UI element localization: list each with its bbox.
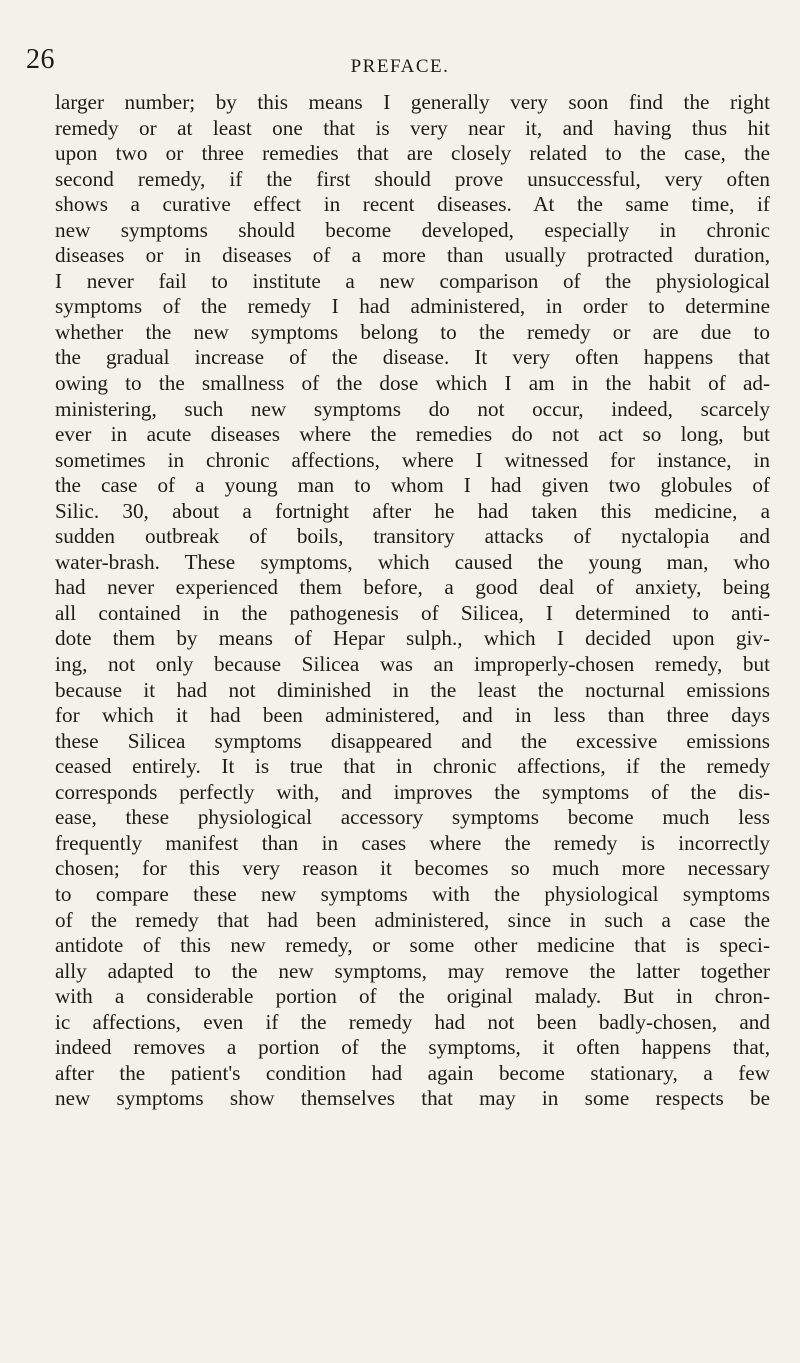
text-line: indeed removes a portion of the symptoms, it often happens that, xyxy=(55,1035,770,1060)
text-line: ing, not only because Silicea was an improperly-chosen remedy, but xyxy=(55,652,770,677)
text-line: diseases or in diseases of a more than usually protracted duration, xyxy=(55,243,770,268)
text-line: all contained in the pathogenesis of Silicea, I determined to anti- xyxy=(55,600,770,625)
text-line: with a considerable portion of the original malady. But in chron- xyxy=(55,984,770,1009)
page-number: 26 xyxy=(26,44,55,75)
text-line: remedy or at least one that is very near it, and having thus hit xyxy=(55,115,770,140)
text-line: these Silicea symptoms disappeared and the excessive emissions xyxy=(55,728,770,753)
text-line: the case of a young man to whom I had given two globules of xyxy=(55,473,770,498)
text-line: whether the new symptoms belong to the remedy or are due to xyxy=(55,319,770,344)
text-line: symptoms of the remedy I had administered, in order to determine xyxy=(55,294,770,319)
text-line: ministering, such new symptoms do not occur, indeed, scarcely xyxy=(55,396,770,421)
text-line: Silic. 30, about a fortnight after he had taken this medicine, a xyxy=(55,498,770,523)
text-line: to compare these new symptoms with the physiological symptoms xyxy=(55,881,770,906)
text-line: had never experienced them before, a good deal of anxiety, being xyxy=(55,575,770,600)
text-line: new symptoms show themselves that may in some respects be xyxy=(55,1086,770,1111)
text-line: of the remedy that had been administered, since in such a case the xyxy=(55,907,770,932)
text-line: ic affections, even if the remedy had not been badly-chosen, and xyxy=(55,1009,770,1034)
text-line: larger number; by this means I generally very soon find the right xyxy=(55,90,770,114)
text-line: water-brash. These symptoms, which caused the young man, who xyxy=(55,549,770,574)
page-header xyxy=(0,44,800,84)
text-line: antidote of this new remedy, or some other medicine that is speci- xyxy=(55,933,770,958)
text-line: because it had not diminished in the least the nocturnal emissions xyxy=(55,677,770,702)
text-line: sudden outbreak of boils, transitory attacks of nyctalopia and xyxy=(55,524,770,549)
text-line: sometimes in chronic affections, where I witnessed for instance, in xyxy=(55,447,770,472)
text-line: dote them by means of Hepar sulph., which I decided upon giv- xyxy=(55,626,770,651)
text-line: after the patient's condition had again become stationary, a few xyxy=(55,1060,770,1085)
text-line: the gradual increase of the disease. It very often happens that xyxy=(55,345,770,370)
text-line: owing to the smallness of the dose which I am in the habit of ad- xyxy=(55,371,770,396)
text-line: new symptoms should become developed, especially in chronic xyxy=(55,217,770,242)
text-line: shows a curative effect in recent diseases. At the same time, if xyxy=(55,192,770,217)
running-head: PREFACE. xyxy=(350,56,450,77)
text-line: ease, these physiological accessory symptoms become much less xyxy=(55,805,770,830)
text-line: ceased entirely. It is true that in chronic affections, if the remedy xyxy=(55,754,770,779)
text-line: ever in acute diseases where the remedies do not act so long, but xyxy=(55,422,770,447)
text-line: I never fail to institute a new comparison of the physiological xyxy=(55,268,770,293)
text-line: chosen; for this very reason it becomes so much more necessary xyxy=(55,856,770,881)
text-line: ally adapted to the new symptoms, may remove the latter together xyxy=(55,958,770,983)
text-line: second remedy, if the first should prove unsuccessful, very often xyxy=(55,166,770,191)
text-line: upon two or three remedies that are closely related to the case, the xyxy=(55,141,770,166)
text-line: corresponds perfectly with, and improves the symptoms of the dis- xyxy=(55,779,770,804)
text-line: frequently manifest than in cases where the remedy is incorrectly xyxy=(55,830,770,855)
body-text xyxy=(55,90,770,1112)
text-line: for which it had been administered, and in less than three days xyxy=(55,703,770,728)
